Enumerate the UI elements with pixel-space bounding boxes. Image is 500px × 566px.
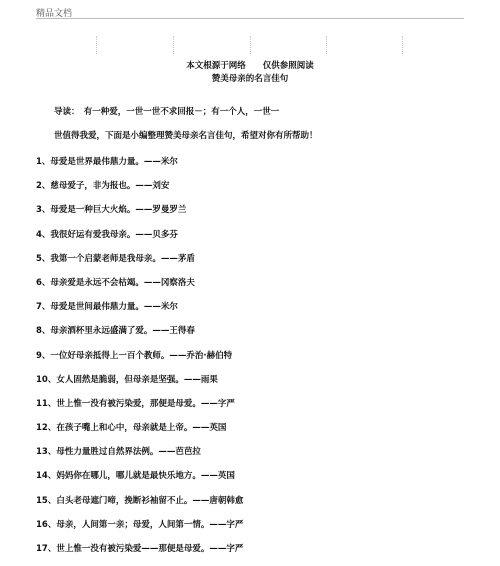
quote-item: 8、母亲酒杯里永远盛满了爱。——王得春 [36,326,195,337]
quote-item: 17、世上惟一没有被污染爱——那便是母爱。——字严 [36,544,244,554]
header-rule [36,18,464,19]
header-divider [402,36,403,54]
quote-item: 3、母爱是一种巨大火焰。——罗曼罗兰 [36,205,187,216]
header-divider [173,36,174,54]
header-divider [250,36,251,54]
quote-item: 4、我很好运有爱我母亲。——贝多芬 [36,229,178,240]
quote-item: 14、妈妈你在哪儿，哪儿就是最快乐地方。——英国 [36,471,235,482]
quote-item: 11、世上惟一没有被污染爱，那便是母爱。——字严 [36,398,235,409]
quote-item: 5、我第一个启蒙老师是我母亲。——茅盾 [36,253,195,264]
source-note: 本文根源于网络 仅供参照阅读 [186,61,314,71]
intro-line-1: 导读： 有一种爱，一世一世不求回报－；有一个人，一世一 [54,107,280,117]
quote-item: 6、母亲爱是永远不会枯竭。——冈察洛夫 [36,277,195,288]
intro-line-2: 世值得我爱，下面是小编整理赞美母亲名言佳句，希望对你有所帮助！ [54,131,318,141]
quote-item: 13、母性力量胜过自然界法例。——芭芭拉 [36,447,201,458]
document-title: 赞美母亲的名言佳句 [211,74,289,84]
quote-item: 16、母亲，人间第一亲；母爱，人间第一情。——字严 [36,519,244,530]
quote-item: 1、母爱是世界最伟鼎力量。——米尔 [36,157,178,167]
page-header-label: 精品文档 [36,9,73,19]
quote-item: 10、女人固然是脆弱，但母亲是坚强。——雨果 [36,374,218,385]
quote-item: 9、一位好母亲抵得上一百个教师。——乔治·赫伯特 [36,350,233,361]
header-divider [326,36,327,54]
quote-item: 2、慈母爱子，非为报也。——刘安 [36,181,170,192]
quote-item: 15、白头老母遮门啼，挽断衫袖留不止。——唐朝韩愈 [36,495,244,506]
quote-list [36,155,476,566]
quote-item: 12、在孩子嘴上和心中，母亲就是上帝。——英国 [36,423,227,434]
header-divider [96,36,97,54]
quote-item: 7、母爱是世间最伟鼎力量。——米尔 [36,302,178,313]
